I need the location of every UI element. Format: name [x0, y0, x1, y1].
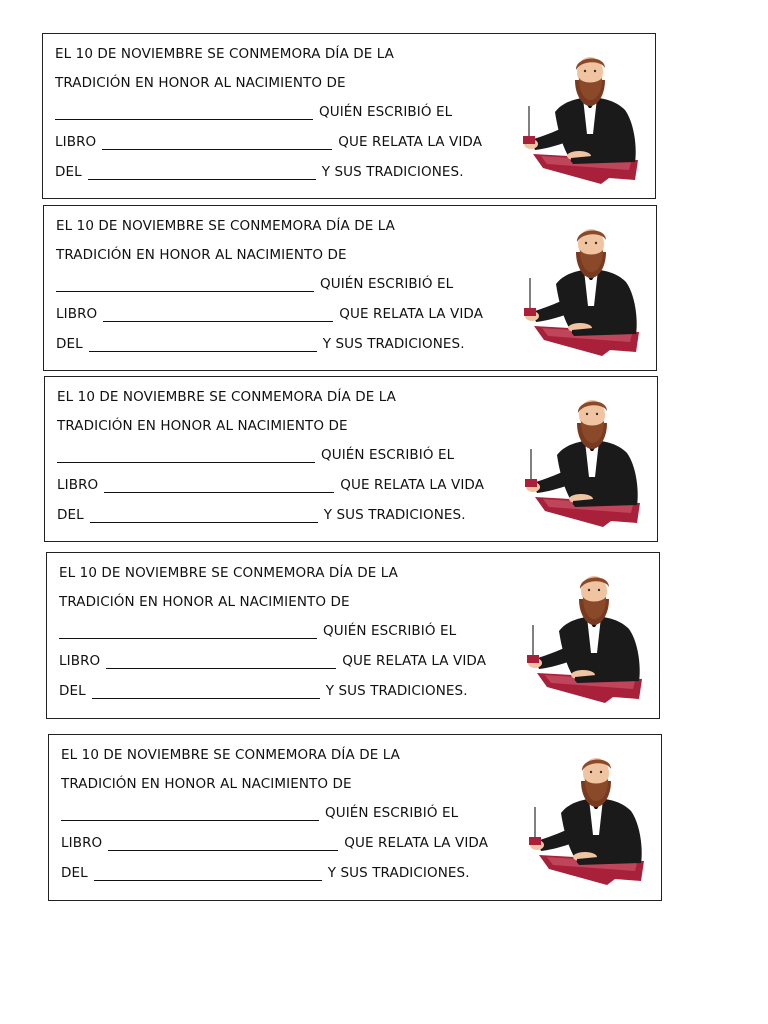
author-blank[interactable]: [56, 279, 314, 292]
card-line-5: DEL Y SUS TRADICIONES.: [55, 164, 464, 180]
card-line-1: EL 10 DE NOVIEMBRE SE CONMEMORA DÍA DE LA: [59, 565, 399, 581]
card-line-3: QUIÉN ESCRIBIÓ EL: [55, 104, 452, 120]
book-blank[interactable]: [104, 480, 334, 493]
book-blank[interactable]: [108, 838, 338, 851]
subject-blank[interactable]: [88, 167, 316, 180]
subject-blank[interactable]: [92, 686, 320, 699]
card-line-2: TRADICIÓN EN HONOR AL NACIMIENTO DE: [56, 247, 347, 263]
worksheet-card: [48, 734, 662, 901]
card-line-4: LIBRO QUE RELATA LA VIDA: [59, 653, 487, 669]
card-line-4: LIBRO QUE RELATA LA VIDA: [61, 835, 489, 851]
worksheet-card: [42, 33, 656, 199]
card-line-3: QUIÉN ESCRIBIÓ EL: [57, 447, 454, 463]
card-line-2: TRADICIÓN EN HONOR AL NACIMIENTO DE: [55, 75, 346, 91]
author-blank[interactable]: [61, 808, 319, 821]
author-portrait-icon: [515, 395, 645, 527]
subject-blank[interactable]: [90, 510, 318, 523]
author-portrait-icon: [517, 571, 647, 703]
card-line-4: LIBRO QUE RELATA LA VIDA: [55, 134, 483, 150]
author-portrait-icon: [513, 52, 643, 184]
card-line-1: EL 10 DE NOVIEMBRE SE CONMEMORA DÍA DE LA: [61, 747, 401, 763]
book-blank[interactable]: [102, 137, 332, 150]
subject-blank[interactable]: [94, 868, 322, 881]
author-blank[interactable]: [57, 450, 315, 463]
card-line-2: TRADICIÓN EN HONOR AL NACIMIENTO DE: [59, 594, 350, 610]
card-line-3: QUIÉN ESCRIBIÓ EL: [56, 276, 453, 292]
worksheet-card: [44, 376, 658, 542]
card-line-4: LIBRO QUE RELATA LA VIDA: [57, 477, 485, 493]
card-line-3: QUIÉN ESCRIBIÓ EL: [61, 805, 458, 821]
card-line-5: DEL Y SUS TRADICIONES.: [59, 683, 468, 699]
book-blank[interactable]: [106, 656, 336, 669]
card-line-5: DEL Y SUS TRADICIONES.: [56, 336, 465, 352]
card-line-4: LIBRO QUE RELATA LA VIDA: [56, 306, 484, 322]
author-portrait-icon: [514, 224, 644, 356]
card-line-2: TRADICIÓN EN HONOR AL NACIMIENTO DE: [61, 776, 352, 792]
card-line-1: EL 10 DE NOVIEMBRE SE CONMEMORA DÍA DE LA: [56, 218, 396, 234]
worksheet-card: [43, 205, 657, 371]
card-line-5: DEL Y SUS TRADICIONES.: [57, 507, 466, 523]
card-line-5: DEL Y SUS TRADICIONES.: [61, 865, 470, 881]
subject-blank[interactable]: [89, 339, 317, 352]
card-line-2: TRADICIÓN EN HONOR AL NACIMIENTO DE: [57, 418, 348, 434]
worksheet-card: [46, 552, 660, 719]
author-portrait-icon: [519, 753, 649, 885]
card-line-1: EL 10 DE NOVIEMBRE SE CONMEMORA DÍA DE LA: [55, 46, 395, 62]
card-line-1: EL 10 DE NOVIEMBRE SE CONMEMORA DÍA DE LA: [57, 389, 397, 405]
author-blank[interactable]: [55, 107, 313, 120]
card-line-3: QUIÉN ESCRIBIÓ EL: [59, 623, 456, 639]
author-blank[interactable]: [59, 626, 317, 639]
book-blank[interactable]: [103, 309, 333, 322]
